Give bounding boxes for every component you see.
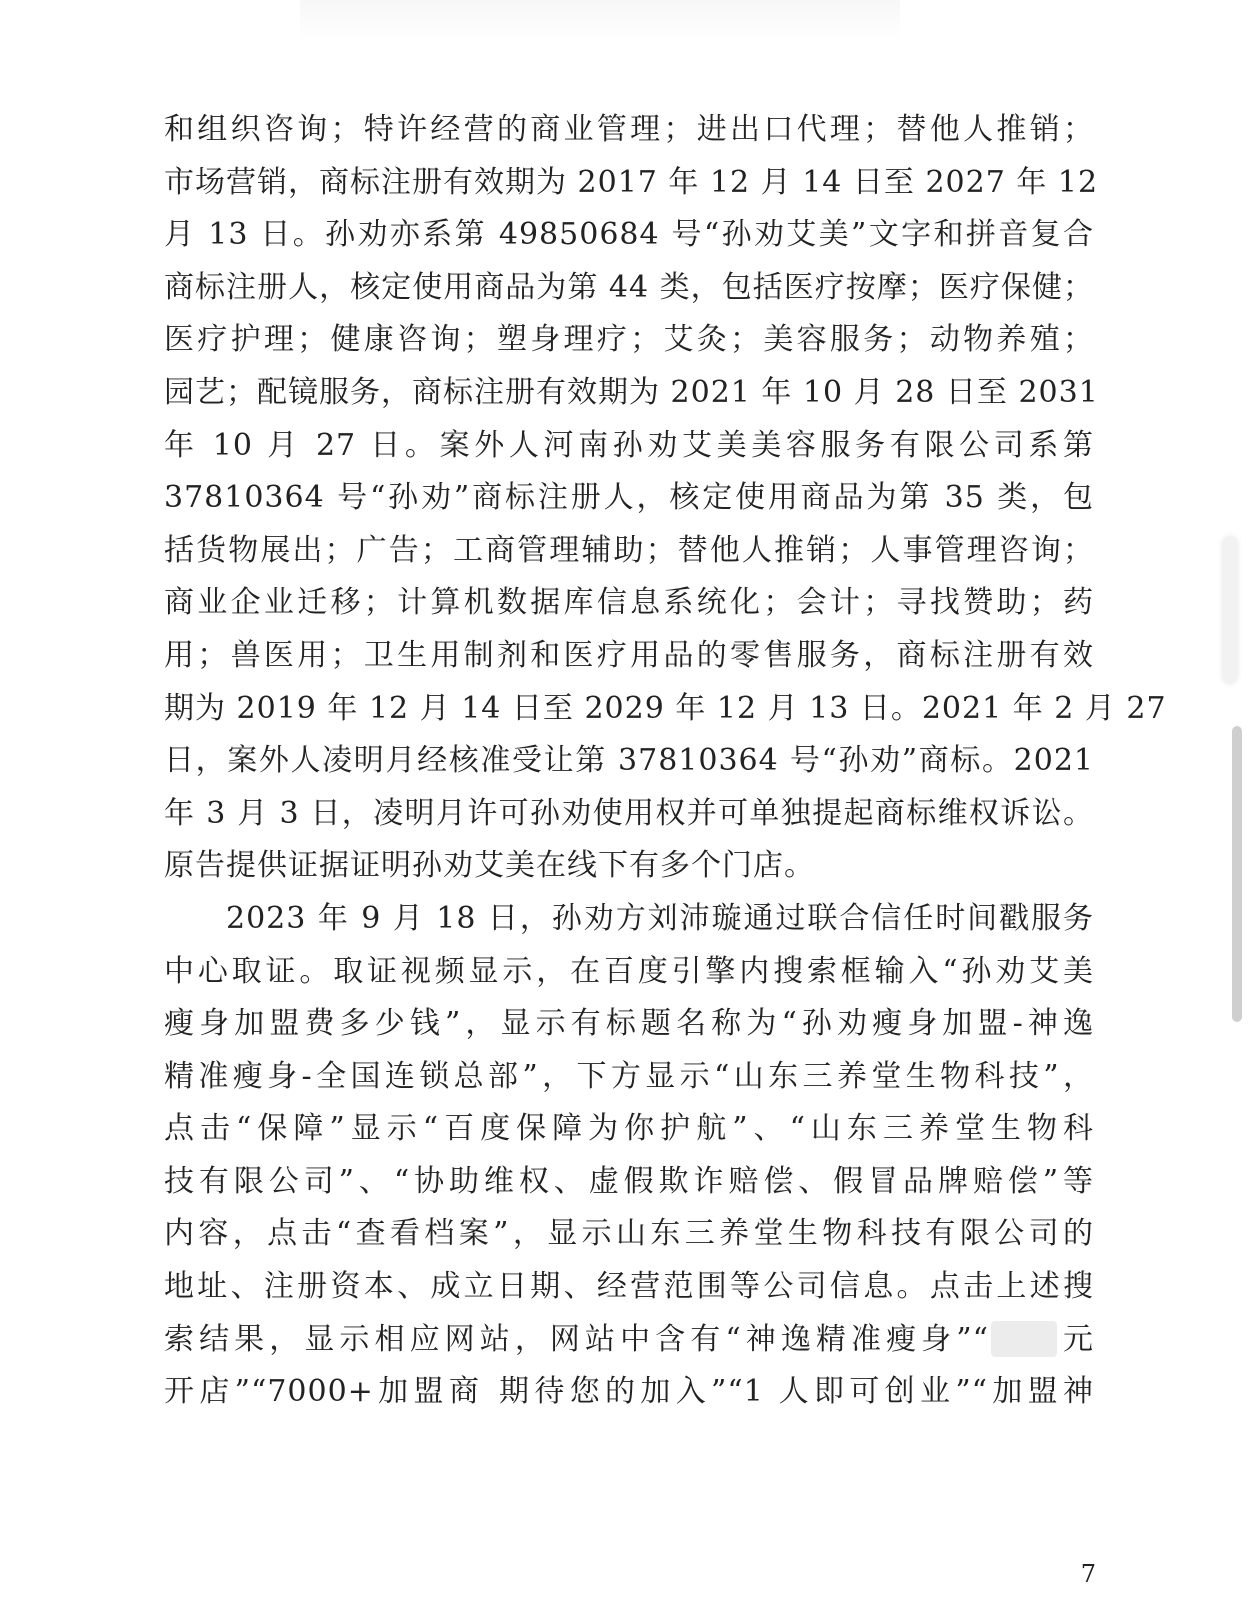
- text-line: 商业企业迁移；计算机数据库信息系统化；会计；寻找赞助；药: [164, 585, 1094, 621]
- redaction-mark: [991, 1321, 1057, 1357]
- text-line: 市场营销，商标注册有效期为 2017 年 12 月 14 日至 2027 年 12: [164, 164, 1099, 200]
- text-line: 括货物展出；广告；工商管理辅助；替他人推销；人事管理咨询；: [164, 532, 1094, 568]
- text-line: 精准瘦身-全国连锁总部”，下方显示“山东三养堂生物科技”，: [164, 1058, 1094, 1094]
- text-line: 月 13 日。孙劝亦系第 49850684 号“孙劝艾美”文字和拼音复合: [164, 217, 1094, 253]
- page-number: 7: [1080, 1560, 1096, 1588]
- text-line: 内容，点击“查看档案”，显示山东三养堂生物科技有限公司的: [164, 1216, 1094, 1252]
- scrollbar-thumb[interactable]: [1232, 726, 1242, 1022]
- text-line: 医疗护理；健康咨询；塑身理疗；艾灸；美容服务；动物养殖；: [164, 322, 1094, 358]
- text-line: 点击“保障”显示“百度保障为你护航”、“山东三养堂生物科: [164, 1111, 1094, 1147]
- text-line: 年 3 月 3 日，凌明月许可孙劝使用权并可单独提起商标维权诉讼。: [164, 795, 1094, 831]
- text-line: 日，案外人凌明月经核准受让第 37810364 号“孙劝”商标。2021: [164, 743, 1094, 779]
- text-line: 用；兽医用；卫生用制剂和医疗用品的零售服务，商标注册有效: [164, 637, 1094, 673]
- text-line-with-redaction: [164, 1314, 1094, 1367]
- text-line: 中心取证。取证视频显示，在百度引擎内搜索框输入“孙劝艾美: [164, 953, 1094, 989]
- scroll-handle[interactable]: [1222, 536, 1238, 684]
- text-line: 和组织咨询；特许经营的商业管理；进出口代理；替他人推销；: [164, 112, 1094, 147]
- text-line: 瘦身加盟费多少钱”，显示有标题名称为“孙劝瘦身加盟-神逸: [164, 1006, 1094, 1042]
- text-line: 商标注册人，核定使用商品为第 44 类，包括医疗按摩；医疗保健；: [164, 269, 1094, 305]
- top-shadow: [300, 0, 900, 40]
- text-after-redaction: 元: [1058, 1321, 1095, 1357]
- text-line: 开店”“7000+加盟商 期待您的加入”“1 人即可创业”“加盟神: [164, 1374, 1094, 1410]
- paragraph-first-line: 2023 年 9 月 18 日，孙劝方刘沛璇通过联合信任时间戳服务: [226, 900, 1094, 936]
- text-line: 地址、注册资本、成立日期、经营范围等公司信息。点击上述搜: [164, 1269, 1094, 1305]
- document-body: [164, 104, 1167, 1419]
- text-line: 技有限公司”、“协助维权、虚假欺诈赔偿、假冒品牌赔偿”等: [164, 1163, 1094, 1199]
- text-line: 37810364 号“孙劝”商标注册人，核定使用商品为第 35 类，包: [164, 480, 1094, 516]
- text-line: 园艺；配镜服务，商标注册有效期为 2021 年 10 月 28 日至 2031: [164, 374, 1099, 410]
- text-line: 年 10 月 27 日。案外人河南孙劝艾美美容服务有限公司系第: [164, 427, 1094, 463]
- text-line: 期为 2019 年 12 月 14 日至 2029 年 12 月 13 日。2021 年 2 月 27: [164, 690, 1167, 726]
- text-before-redaction: 索结果，显示相应网站，网站中含有“神逸精准瘦身”“: [164, 1321, 989, 1357]
- text-line: 原告提供证据证明孙劝艾美在线下有多个门店。: [164, 848, 815, 884]
